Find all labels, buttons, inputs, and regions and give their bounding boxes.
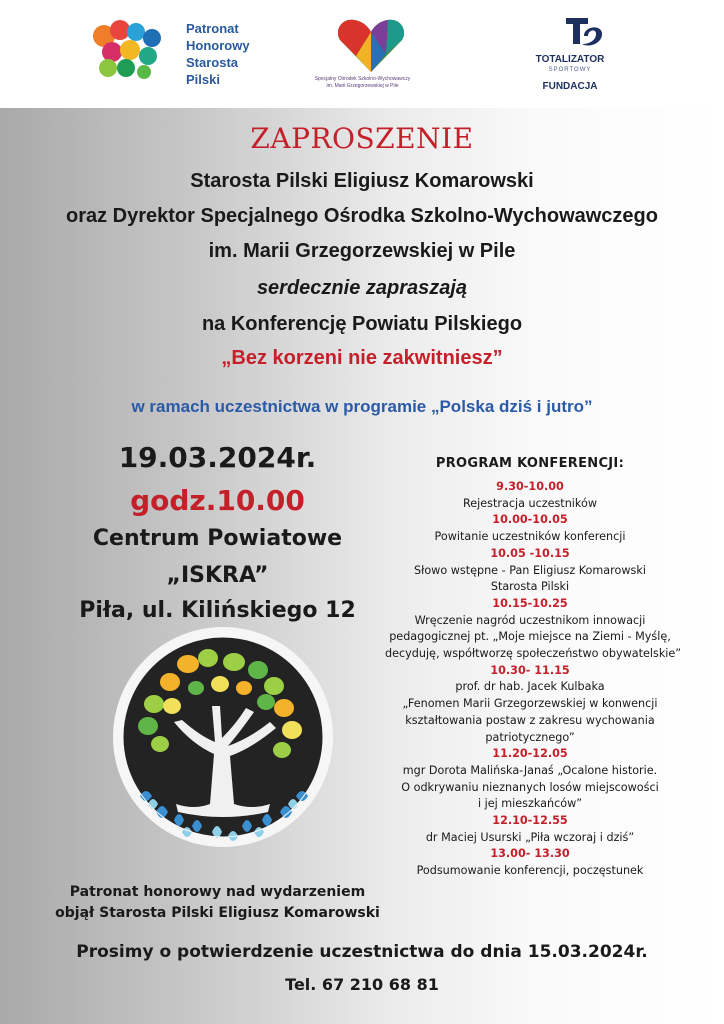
- program-item-text: O odkrywaniu nieznanych losów miejscowości: [401, 780, 659, 794]
- program-item-text: pedagogicznej pt. „Moje miejsce na Ziemi - Myślę,: [389, 630, 671, 644]
- totalizator-title: TOTALIZATOR: [535, 54, 605, 65]
- totalizator-logo: [520, 14, 620, 99]
- heart-mosaic-icon: [336, 16, 406, 74]
- program-item-text: prof. dr hab. Jacek Kulbaka: [455, 680, 605, 694]
- program-time: 10.15-10.25: [492, 596, 568, 610]
- program-item-text: Starosta Pilski: [490, 580, 570, 594]
- tree-emblem-image: [112, 626, 334, 848]
- program-item-text: Rejestracja uczestników: [463, 496, 597, 510]
- program-item-text: i jej mieszkańców”: [477, 797, 583, 811]
- invitation-title: ZAPROSZENIE: [250, 122, 474, 155]
- school-logo: [310, 16, 415, 96]
- program-heading: PROGRAM KONFERENCJI:: [435, 456, 625, 471]
- program-note: w ramach uczestnictwa w programie „Polska dziś i jutro”: [131, 397, 593, 416]
- program-time: 13.00- 13.30: [490, 847, 570, 861]
- fundacja-label: FUNDACJA: [542, 81, 598, 92]
- host-line-2: oraz Dyrektor Specjalnego Ośrodka Szkolno-Wychowawczego: [65, 205, 658, 227]
- program-item-text: „Fenomen Marii Grzegorzewskiej w konwencji: [402, 697, 658, 711]
- program-time: 10.05 -10.15: [490, 546, 570, 560]
- program-item-text: patriotycznego”: [485, 730, 575, 744]
- flower-emblem-icon: [90, 18, 170, 82]
- program-item-text: Wręczenie nagród uczestnikom innowacji: [414, 613, 646, 627]
- program-item-text: Powitanie uczestników konferencji: [434, 530, 626, 544]
- conference-name: na Konferencję Powiatu Pilskiego: [201, 313, 523, 335]
- host-line-1: Starosta Pilski Eligiusz Komarowski: [190, 170, 534, 192]
- patronat-line-4: Pilski: [186, 72, 220, 87]
- venue-line-2: „ISKRA”: [166, 563, 269, 588]
- program-time: 9.30-10.00: [496, 480, 564, 493]
- conference-motto: „Bez korzeni nie zakwitniesz”: [221, 347, 503, 369]
- venue-line-1: Centrum Powiatowe: [92, 526, 343, 551]
- totalizator-emblem-icon: [562, 14, 606, 52]
- patronat-line-3: Starosta: [186, 55, 239, 70]
- patronat-line-1: Patronat: [186, 21, 239, 36]
- phone-number: Tel. 67 210 68 81: [285, 975, 439, 994]
- event-hour: godz.10.00: [130, 484, 305, 517]
- patronat-logo: [90, 18, 260, 88]
- patron-note-line-1: Patronat honorowy nad wydarzeniem: [69, 884, 366, 900]
- school-caption-line-2: im. Marii Grzegorzewskiej w Pile: [326, 83, 399, 89]
- totalizator-subtitle: SPORTOWY: [548, 67, 592, 73]
- program-time: 10.00-10.05: [492, 513, 568, 527]
- program-item-text: decyduję, współtworzę społeczeństwo obywatelskie”: [385, 647, 682, 660]
- program-time: 11.20-12.05: [492, 747, 568, 761]
- program-time: 12.10-12.55: [492, 814, 568, 827]
- venue-line-3: Piła, ul. Kilińskiego 12: [79, 598, 356, 623]
- program-item-text: dr Maciej Usurski „Piła wczoraj i dziś”: [425, 830, 635, 844]
- program-time: 10.30- 11.15: [490, 663, 570, 677]
- host-line-3: im. Marii Grzegorzewskiej w Pile: [208, 240, 516, 262]
- program-item-text: Słowo wstępne - Pan Eligiusz Komarowski: [414, 563, 646, 577]
- confirm-note: Prosimy o potwierdzenie uczestnictwa do dnia 15.03.2024r.: [76, 942, 648, 962]
- program-item-text: Podsumowanie konferencji, poczęstunek: [416, 864, 644, 878]
- invite-phrase: serdecznie zapraszają: [256, 277, 468, 299]
- program-item-text: mgr Dorota Malińska-Janaś „Ocalone historie.: [402, 763, 658, 777]
- header-logos-bar: [0, 0, 724, 108]
- program-item-text: kształtowania postaw z zakresu wychowania: [405, 713, 655, 727]
- event-date: 19.03.2024r.: [118, 441, 317, 474]
- patronat-line-2: Honorowy: [186, 38, 250, 53]
- school-caption-line-1: Specjalny Ośrodek Szkolno-Wychowawczy: [314, 76, 411, 82]
- patron-note-line-2: objął Starosta Pilski Eligiusz Komarowski: [55, 905, 380, 921]
